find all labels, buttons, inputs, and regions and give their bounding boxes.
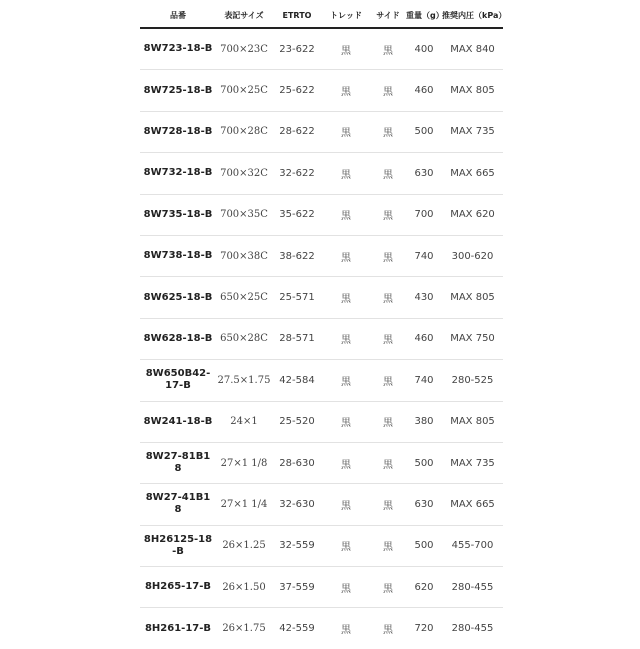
cell-tread: 黒 bbox=[322, 484, 370, 525]
cell-side: 黒 bbox=[370, 442, 406, 483]
table-header bbox=[140, 3, 507, 28]
cell-weight: 460 bbox=[406, 318, 442, 359]
cell-size: 650×25C bbox=[216, 277, 272, 318]
cell-weight: 630 bbox=[406, 153, 442, 194]
cell-size: 26×1.50 bbox=[216, 567, 272, 608]
cell-code bbox=[140, 318, 216, 359]
table-row bbox=[140, 153, 503, 194]
cell-weight: 460 bbox=[406, 70, 442, 111]
header-code: 品番 bbox=[140, 3, 216, 28]
cell-pressure: MAX 805 bbox=[442, 401, 503, 442]
cell-pressure: 280-455 bbox=[442, 567, 503, 608]
table-row bbox=[140, 608, 503, 649]
cell-size: 700×23C bbox=[216, 28, 272, 70]
cell-code bbox=[140, 153, 216, 194]
cell-pressure: 455-700 bbox=[442, 525, 503, 566]
tire-spec-table bbox=[140, 3, 507, 649]
table-row bbox=[140, 277, 503, 318]
cell-size: 27.5×1.75 bbox=[216, 360, 272, 401]
cell-code bbox=[140, 525, 216, 566]
cell-code bbox=[140, 608, 216, 649]
cell-side: 黒 bbox=[370, 318, 406, 359]
cell-side: 黒 bbox=[370, 360, 406, 401]
cell-code bbox=[140, 28, 216, 70]
cell-tread: 黒 bbox=[322, 360, 370, 401]
product-code: 8W628-18-B bbox=[143, 332, 213, 344]
table-row bbox=[140, 401, 503, 442]
cell-side: 黒 bbox=[370, 70, 406, 111]
header-pressure: 推奨内圧（kPa） bbox=[442, 3, 503, 28]
cell-pressure: 280-455 bbox=[451, 623, 494, 635]
product-code: 8W728-18-B bbox=[143, 125, 213, 137]
product-code: 8W241-18-B bbox=[143, 415, 213, 427]
cell-size: 700×35C bbox=[216, 194, 272, 235]
table-row bbox=[140, 567, 503, 608]
cell-weight: 630 bbox=[406, 484, 442, 525]
product-code: 8H265-17-B bbox=[144, 581, 212, 593]
cell-etrto: 25-622 bbox=[272, 70, 322, 111]
cell-code bbox=[140, 484, 216, 525]
cell-tread: 黒 bbox=[322, 28, 370, 70]
cell-etrto: 25-520 bbox=[272, 401, 322, 442]
cell-weight: 500 bbox=[406, 525, 442, 566]
cell-side: 黒 bbox=[370, 567, 406, 608]
table-row bbox=[140, 70, 503, 111]
cell-tread: 黒 bbox=[322, 111, 370, 152]
cell-tread: 黒 bbox=[322, 194, 370, 235]
cell-etrto: 42-559 bbox=[279, 623, 315, 635]
header-tread: トレッド bbox=[322, 3, 370, 28]
cell-weight: 500 bbox=[406, 111, 442, 152]
table-body bbox=[140, 28, 503, 649]
cell-etrto: 28-630 bbox=[272, 442, 322, 483]
product-code: 8W738-18-B bbox=[143, 250, 213, 262]
cell-pressure: 300-620 bbox=[442, 235, 503, 276]
cell-etrto: 28-622 bbox=[272, 111, 322, 152]
product-code: 8W650B42-17-B bbox=[145, 368, 211, 392]
cell-pressure: MAX 805 bbox=[442, 277, 503, 318]
cell-pressure: MAX 840 bbox=[442, 28, 503, 70]
product-code: 8W725-18-B bbox=[143, 84, 213, 96]
cell-code bbox=[140, 194, 216, 235]
cell-code bbox=[140, 442, 216, 483]
product-code: 8W723-18-B bbox=[143, 43, 213, 55]
cell-etrto: 25-571 bbox=[272, 277, 322, 318]
product-code: 8H261-17-B bbox=[144, 622, 212, 634]
cell-weight: 720 bbox=[414, 623, 434, 635]
cell-etrto: 35-622 bbox=[272, 194, 322, 235]
cell-size: 26×1.75 bbox=[222, 623, 266, 635]
cell-weight: 380 bbox=[406, 401, 442, 442]
cell-tread: 黒 bbox=[322, 318, 370, 359]
cell-weight: 700 bbox=[406, 194, 442, 235]
cell-pressure: MAX 735 bbox=[442, 442, 503, 483]
cell-tread: 黒 bbox=[341, 625, 351, 637]
header-row bbox=[140, 3, 503, 28]
cell-side: 黒 bbox=[370, 277, 406, 318]
cell-etrto: 32-559 bbox=[272, 525, 322, 566]
cell-tread: 黒 bbox=[322, 442, 370, 483]
product-code: 8W27-81B18 bbox=[145, 451, 211, 475]
cell-code bbox=[140, 401, 216, 442]
cell-size: 27×1 1/4 bbox=[216, 484, 272, 525]
product-code: 8W27-41B18 bbox=[145, 492, 211, 516]
cell-pressure: MAX 665 bbox=[442, 153, 503, 194]
cell-size: 700×38C bbox=[216, 235, 272, 276]
cell-size: 650×28C bbox=[216, 318, 272, 359]
cell-side: 黒 bbox=[370, 235, 406, 276]
cell-pressure: MAX 620 bbox=[442, 194, 503, 235]
cell-pressure: MAX 665 bbox=[442, 484, 503, 525]
product-code: 8W735-18-B bbox=[143, 208, 213, 220]
product-code: 8W625-18-B bbox=[143, 291, 213, 303]
cell-code bbox=[140, 277, 216, 318]
cell-etrto: 37-559 bbox=[272, 567, 322, 608]
cell-side: 黒 bbox=[370, 401, 406, 442]
cell-size: 24×1 bbox=[216, 401, 272, 442]
cell-side: 黒 bbox=[383, 625, 393, 637]
cell-pressure: MAX 750 bbox=[442, 318, 503, 359]
table-row bbox=[140, 360, 503, 401]
cell-tread: 黒 bbox=[322, 70, 370, 111]
header-side: サイド bbox=[370, 3, 406, 28]
cell-code bbox=[140, 235, 216, 276]
cell-etrto: 23-622 bbox=[272, 28, 322, 70]
cell-side: 黒 bbox=[370, 28, 406, 70]
cell-etrto: 38-622 bbox=[272, 235, 322, 276]
cell-size: 700×25C bbox=[216, 70, 272, 111]
cell-size: 700×28C bbox=[216, 111, 272, 152]
cell-code bbox=[140, 111, 216, 152]
cell-weight: 400 bbox=[406, 28, 442, 70]
table-row bbox=[140, 442, 503, 483]
cell-etrto: 32-630 bbox=[272, 484, 322, 525]
cell-weight: 740 bbox=[406, 235, 442, 276]
cell-pressure: MAX 735 bbox=[442, 111, 503, 152]
header-size: 表記サイズ bbox=[216, 3, 272, 28]
cell-side: 黒 bbox=[370, 484, 406, 525]
cell-size: 700×32C bbox=[216, 153, 272, 194]
cell-size: 27×1 1/8 bbox=[216, 442, 272, 483]
product-code: 8W732-18-B bbox=[143, 167, 213, 179]
table-row bbox=[140, 235, 503, 276]
cell-weight: 620 bbox=[406, 567, 442, 608]
cell-side: 黒 bbox=[370, 111, 406, 152]
header-etrto: ETRTO bbox=[272, 3, 322, 28]
cell-side: 黒 bbox=[370, 194, 406, 235]
cell-pressure: MAX 805 bbox=[442, 70, 503, 111]
cell-tread: 黒 bbox=[322, 401, 370, 442]
cell-weight: 500 bbox=[406, 442, 442, 483]
cell-code bbox=[140, 70, 216, 111]
cell-side: 黒 bbox=[370, 153, 406, 194]
cell-tread: 黒 bbox=[322, 235, 370, 276]
table-row bbox=[140, 525, 503, 566]
cell-code bbox=[140, 567, 216, 608]
cell-tread: 黒 bbox=[322, 567, 370, 608]
cell-size: 26×1.25 bbox=[216, 525, 272, 566]
table-row bbox=[140, 28, 503, 70]
cell-pressure: 280-525 bbox=[442, 360, 503, 401]
cell-etrto: 32-622 bbox=[272, 153, 322, 194]
cell-weight: 740 bbox=[406, 360, 442, 401]
product-code: 8H26125-18-B bbox=[143, 533, 213, 557]
cell-side: 黒 bbox=[370, 525, 406, 566]
table-row bbox=[140, 111, 503, 152]
cell-tread: 黒 bbox=[322, 277, 370, 318]
cell-etrto: 28-571 bbox=[272, 318, 322, 359]
table-row bbox=[140, 484, 503, 525]
cell-etrto: 42-584 bbox=[272, 360, 322, 401]
cell-code bbox=[140, 360, 216, 401]
table-row bbox=[140, 194, 503, 235]
cell-tread: 黒 bbox=[322, 525, 370, 566]
cell-weight: 430 bbox=[406, 277, 442, 318]
header-weight: 重量（g） bbox=[406, 3, 442, 28]
cell-tread: 黒 bbox=[322, 153, 370, 194]
table-row bbox=[140, 318, 503, 359]
